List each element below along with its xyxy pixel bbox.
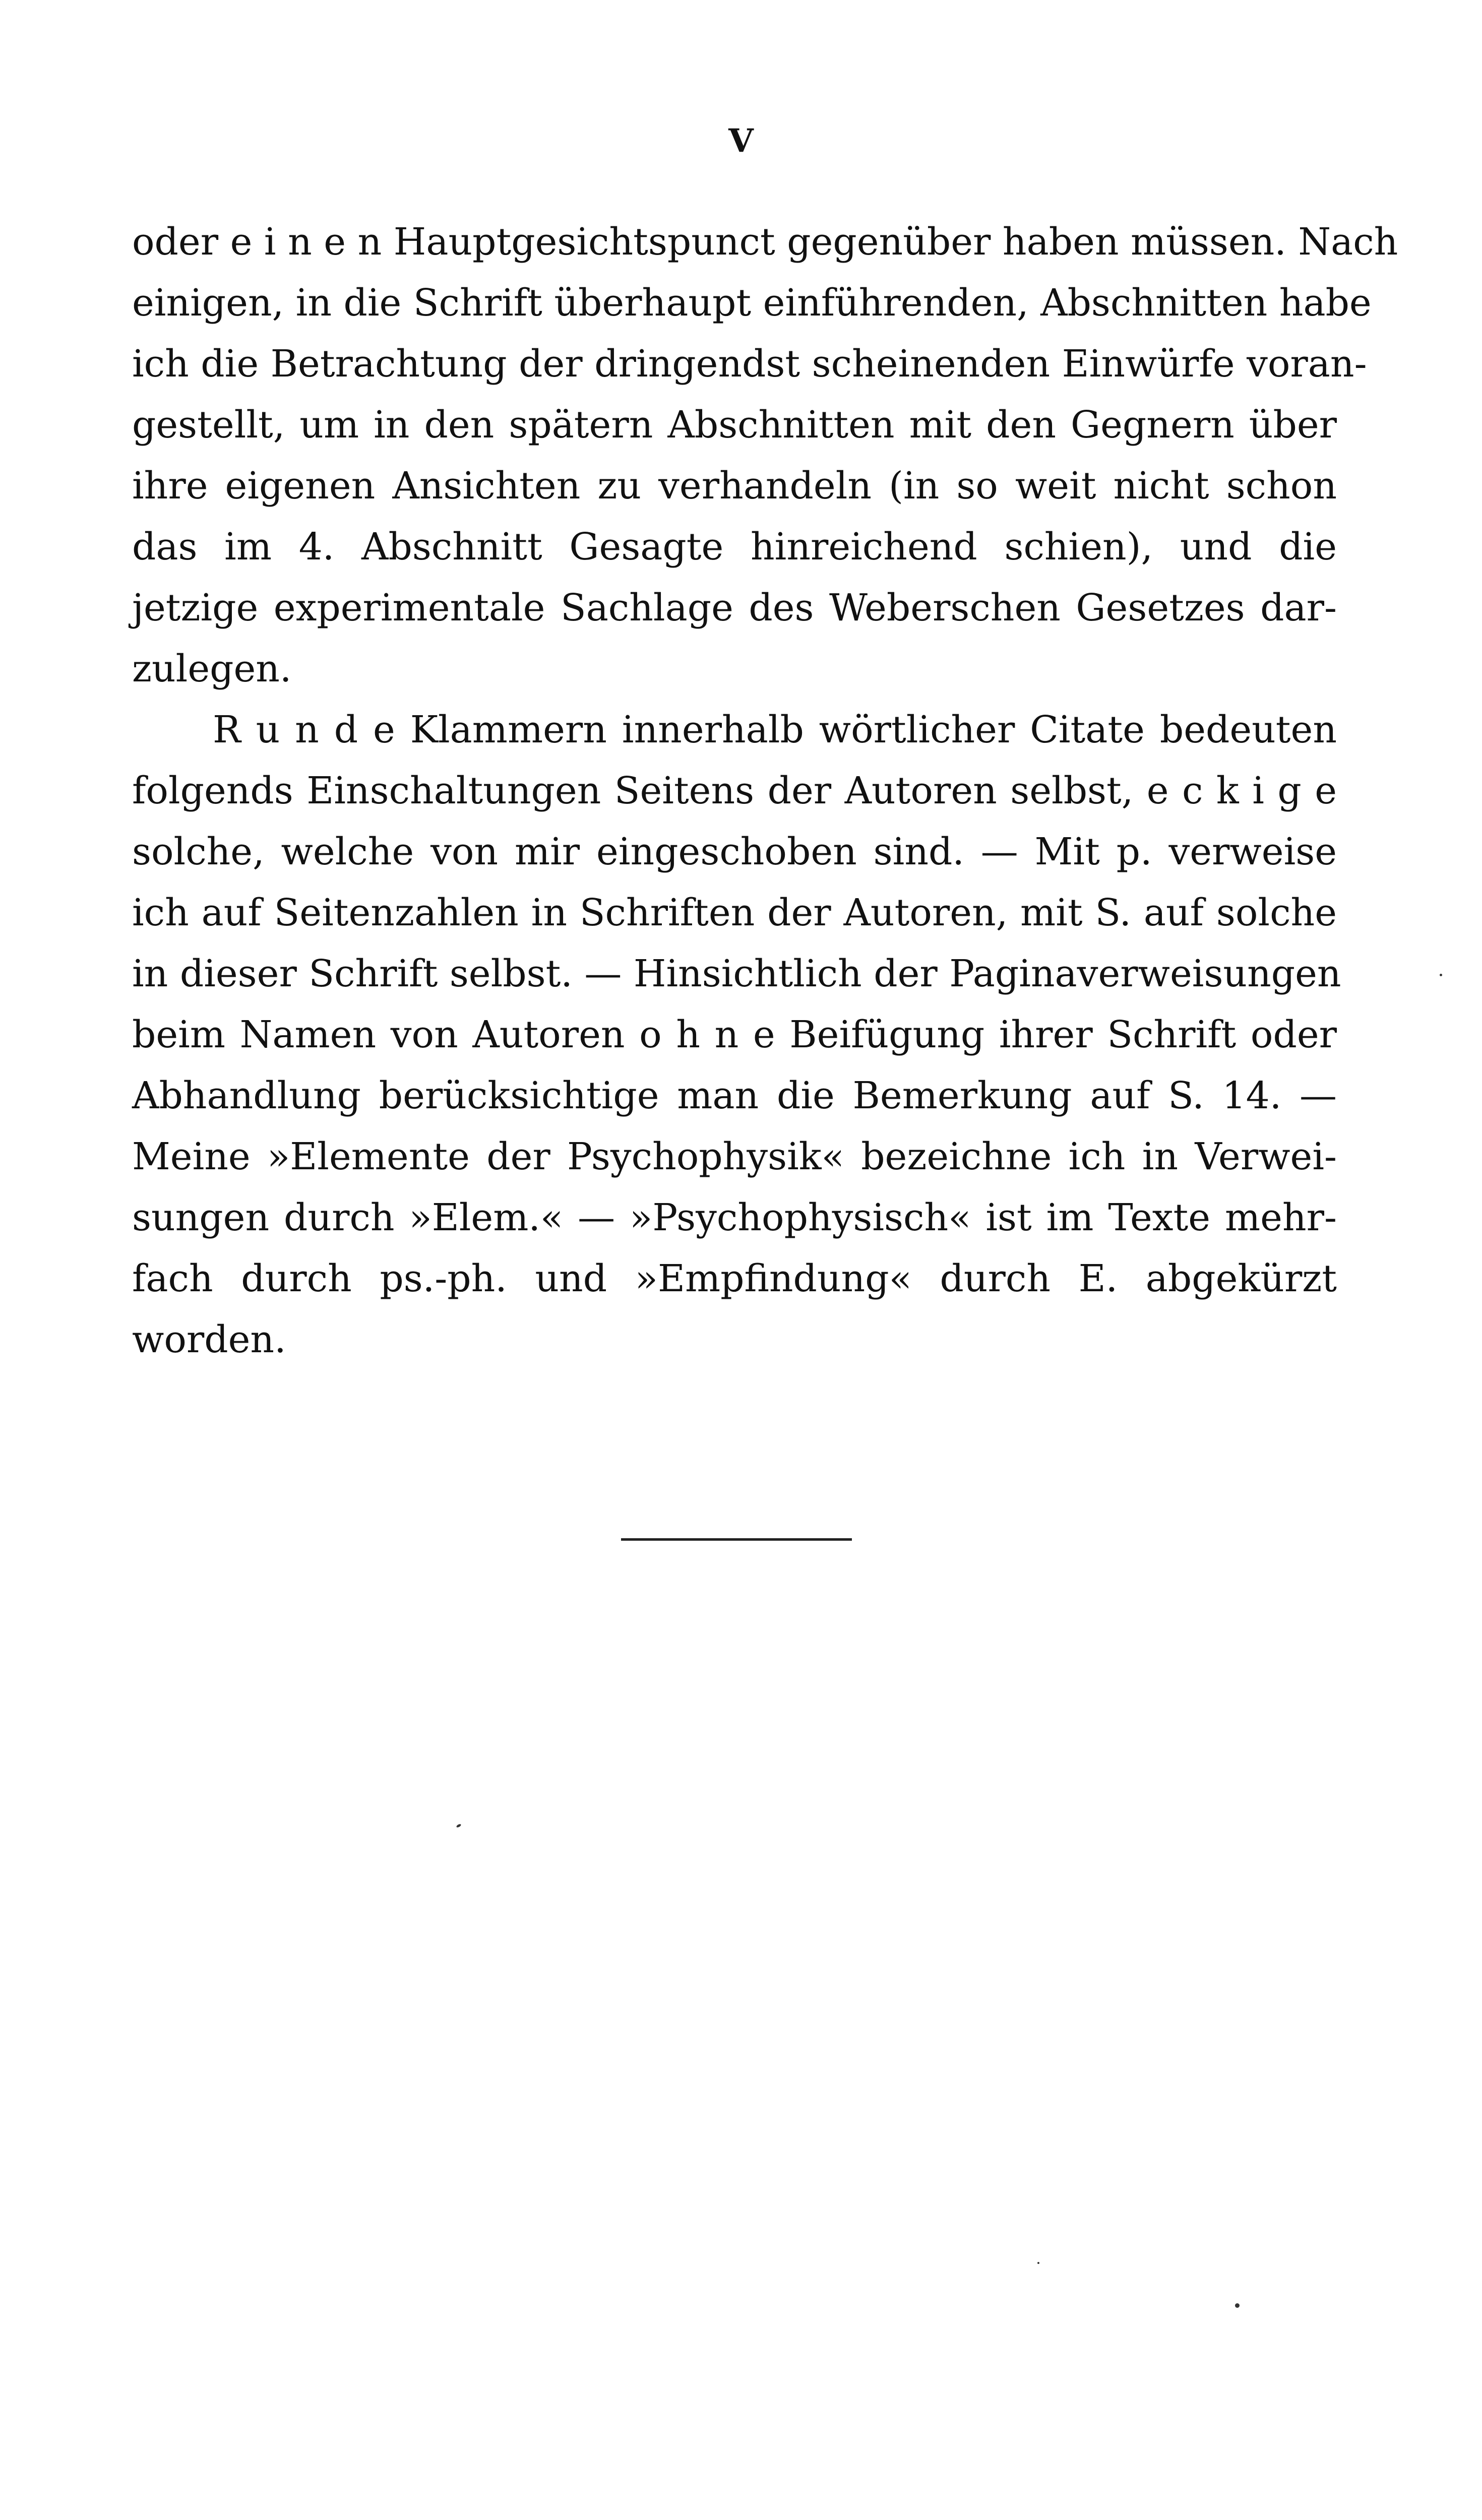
page-number: V [728,122,754,160]
text-line: gestellt, um in den spätern Abschnitten mit den Gegnern über [132,403,1337,447]
text-line: das im 4. Abschnitt Gesagte hinreichend schien), und die [132,525,1337,569]
text-line: ich die Betrachtung der dringendst scheinenden Einwürfe voran- [132,342,1367,386]
text-line: einigen, in die Schrift überhaupt einführenden, Abschnitten habe [132,281,1372,325]
scan-speck [1235,2303,1240,2308]
text-line: solche, welche von mir eingeschoben sind. — Mit p. verweise [132,830,1337,873]
text-line: sungen durch »Elem.« — »Psychophysisch« ist im Texte mehr- [132,1196,1337,1239]
text-line: jetzige experimentale Sachlage des Weberschen Gesetzes dar- [132,586,1337,629]
paragraph-2 [132,700,1341,1370]
scan-speck [1037,2262,1039,2264]
text-line: in dieser Schrift selbst. — Hinsichtlich der Paginaverweisungen [132,952,1341,995]
text-line: R u n d e Klammern innerhalb wörtlicher Citate bedeuten [213,708,1337,751]
text-line: fach durch ps.-ph. und »Empfindung« durch E. abgekürzt [132,1257,1337,1300]
text-line: ihre eigenen Ansichten zu verhandeln (in so weit nicht schon [132,464,1337,508]
text-line: oder e i n e n Hauptgesichtspunct gegenüber haben müssen. Nach [132,220,1398,264]
text-line: beim Namen von Autoren o h n e Beifügung ihrer Schrift oder [132,1013,1337,1056]
text-line: ich auf Seitenzahlen in Schriften der Autoren, mit S. auf solche [132,891,1337,934]
paragraph-1 [132,212,1398,700]
body-text [132,212,1398,1370]
text-line: zulegen. [132,647,292,690]
text-line: folgends Einschaltungen Seitens der Autoren selbst, e c k i g e [132,769,1337,812]
scan-speck [1440,974,1442,976]
scan-speck [456,1823,461,1828]
text-line: Meine »Elemente der Psychophysik« bezeichne ich in Verwei- [132,1135,1337,1178]
text-line: Abhandlung berücksichtige man die Bemerkung auf S. 14. — [132,1074,1337,1117]
section-rule [621,1538,852,1541]
text-line: worden. [132,1318,286,1361]
